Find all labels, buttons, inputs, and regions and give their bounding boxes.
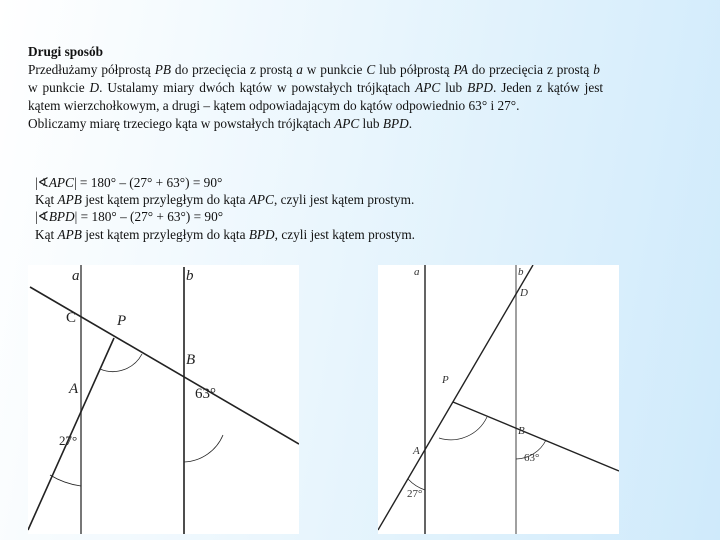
equation-apc: |∢APC| = 180° – (27° + 63°) = 90° [35, 175, 223, 190]
equation-bpd: |∢BPD| = 180° – (27° + 63°) = 90° [35, 209, 224, 224]
paragraph-line-2: w punkcie D. Ustalamy miary dwóch kątów w powstałych trójkątach APC lub BPD. Jeden z kątów jest [28, 80, 604, 95]
label-a-point: A [413, 445, 420, 457]
label-b-point: B [186, 352, 196, 368]
label-27: 27° [407, 488, 423, 500]
statement-apc: Kąt APB jest kątem przyległym do kąta APC, czyli jest kątem prostym. [35, 192, 415, 207]
label-a: a [414, 266, 420, 278]
angle-p-arc [439, 417, 487, 440]
line-ad [378, 265, 533, 530]
label-b: b [186, 268, 194, 284]
angle-63-arc [184, 435, 223, 462]
paragraph-line-4: Obliczamy miarę trzeciego kąta w powstałych trójkątach APC lub BPD. [28, 116, 413, 131]
label-p: P [442, 374, 449, 386]
label-c: C [66, 310, 77, 326]
label-b: b [518, 266, 524, 278]
label-d: D [520, 287, 528, 299]
statement-bpd: Kąt APB jest kątem przyległym do kąta BPD, czyli jest kątem prostym. [35, 227, 415, 242]
section-title: Drugi sposób [28, 44, 104, 59]
label-p: P [117, 313, 127, 329]
label-a: a [72, 268, 80, 284]
paragraph-line-3: kątem wierzchołkowym, a drugi – kątem odpowiadającym do kątów odpowiednio 63° i 27°. [28, 98, 520, 113]
label-27: 27° [59, 433, 78, 448]
label-63: 63° [195, 386, 216, 402]
label-b-point: B [518, 425, 525, 437]
label-63: 63° [524, 452, 540, 464]
paragraph-line-1: Przedłużamy półprostą PB do przecięcia z prostą a w punkcie C lub półprostą PA do przecięcia z prostą b [28, 62, 600, 77]
angle-27-arc [50, 475, 81, 486]
figure-2 [378, 265, 619, 534]
label-a-point: A [69, 381, 79, 397]
figure-1 [28, 265, 299, 534]
